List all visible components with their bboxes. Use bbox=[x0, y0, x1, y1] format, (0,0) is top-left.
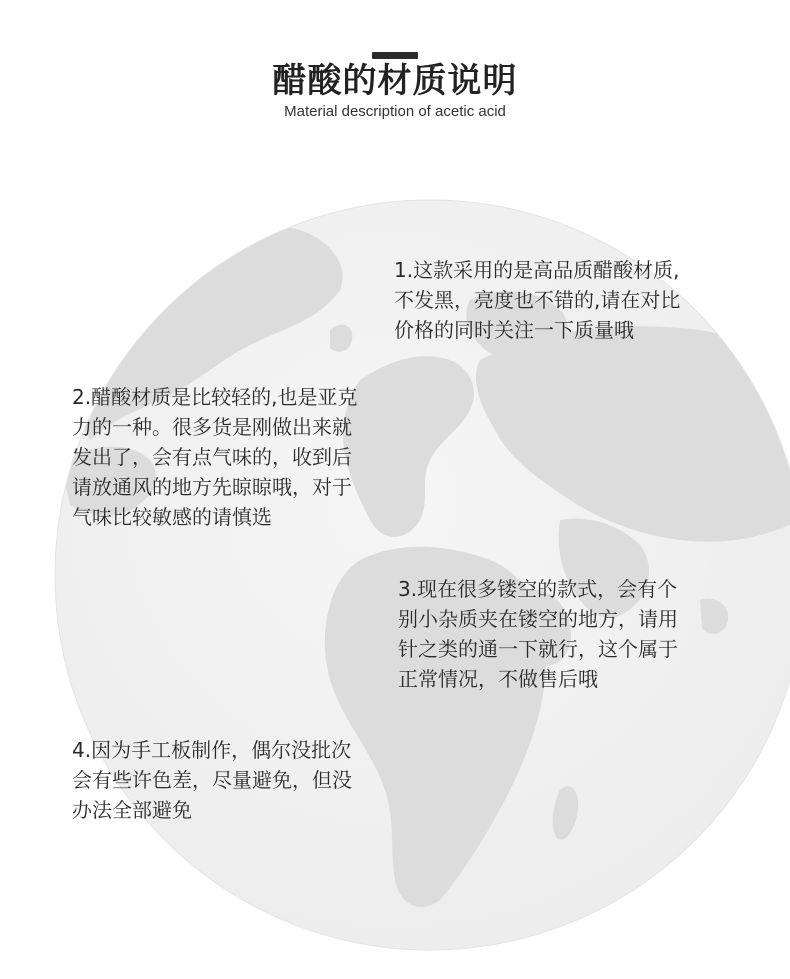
note-line: 3.现在很多镂空的款式，会有个 bbox=[398, 577, 678, 601]
note-line: 4.因为手工板制作，偶尔没批次 bbox=[72, 738, 352, 762]
page-title: 醋酸的材质说明 bbox=[272, 61, 518, 101]
note-line: 2.醋酸材质是比较轻的,也是亚克 bbox=[72, 385, 358, 409]
note-3 bbox=[398, 574, 678, 694]
note-line: 会有些许色差，尽量避免，但没 bbox=[72, 768, 352, 792]
note-line: 别小杂质夹在镂空的地方，请用 bbox=[398, 607, 678, 631]
note-4 bbox=[72, 735, 352, 825]
note-1 bbox=[394, 255, 680, 345]
note-line: 气味比较敏感的请慎选 bbox=[72, 505, 272, 529]
note-line: 办法全部避免 bbox=[72, 798, 192, 822]
note-line: 正常情况，不做售后哦 bbox=[398, 667, 598, 691]
note-line: 1.这款采用的是高品质醋酸材质, bbox=[394, 258, 680, 282]
note-line: 针之类的通一下就行，这个属于 bbox=[398, 637, 678, 661]
page-subtitle: Material description of acetic acid bbox=[284, 103, 506, 120]
note-line: 发出了，会有点气味的，收到后 bbox=[72, 445, 352, 469]
note-line: 价格的同时关注一下质量哦 bbox=[394, 318, 634, 342]
note-line: 不发黑，亮度也不错的,请在对比 bbox=[394, 288, 681, 312]
note-2 bbox=[72, 382, 357, 532]
note-line: 力的一种。很多货是刚做出来就 bbox=[72, 415, 352, 439]
note-line: 请放通风的地方先晾晾哦，对于 bbox=[72, 475, 352, 499]
